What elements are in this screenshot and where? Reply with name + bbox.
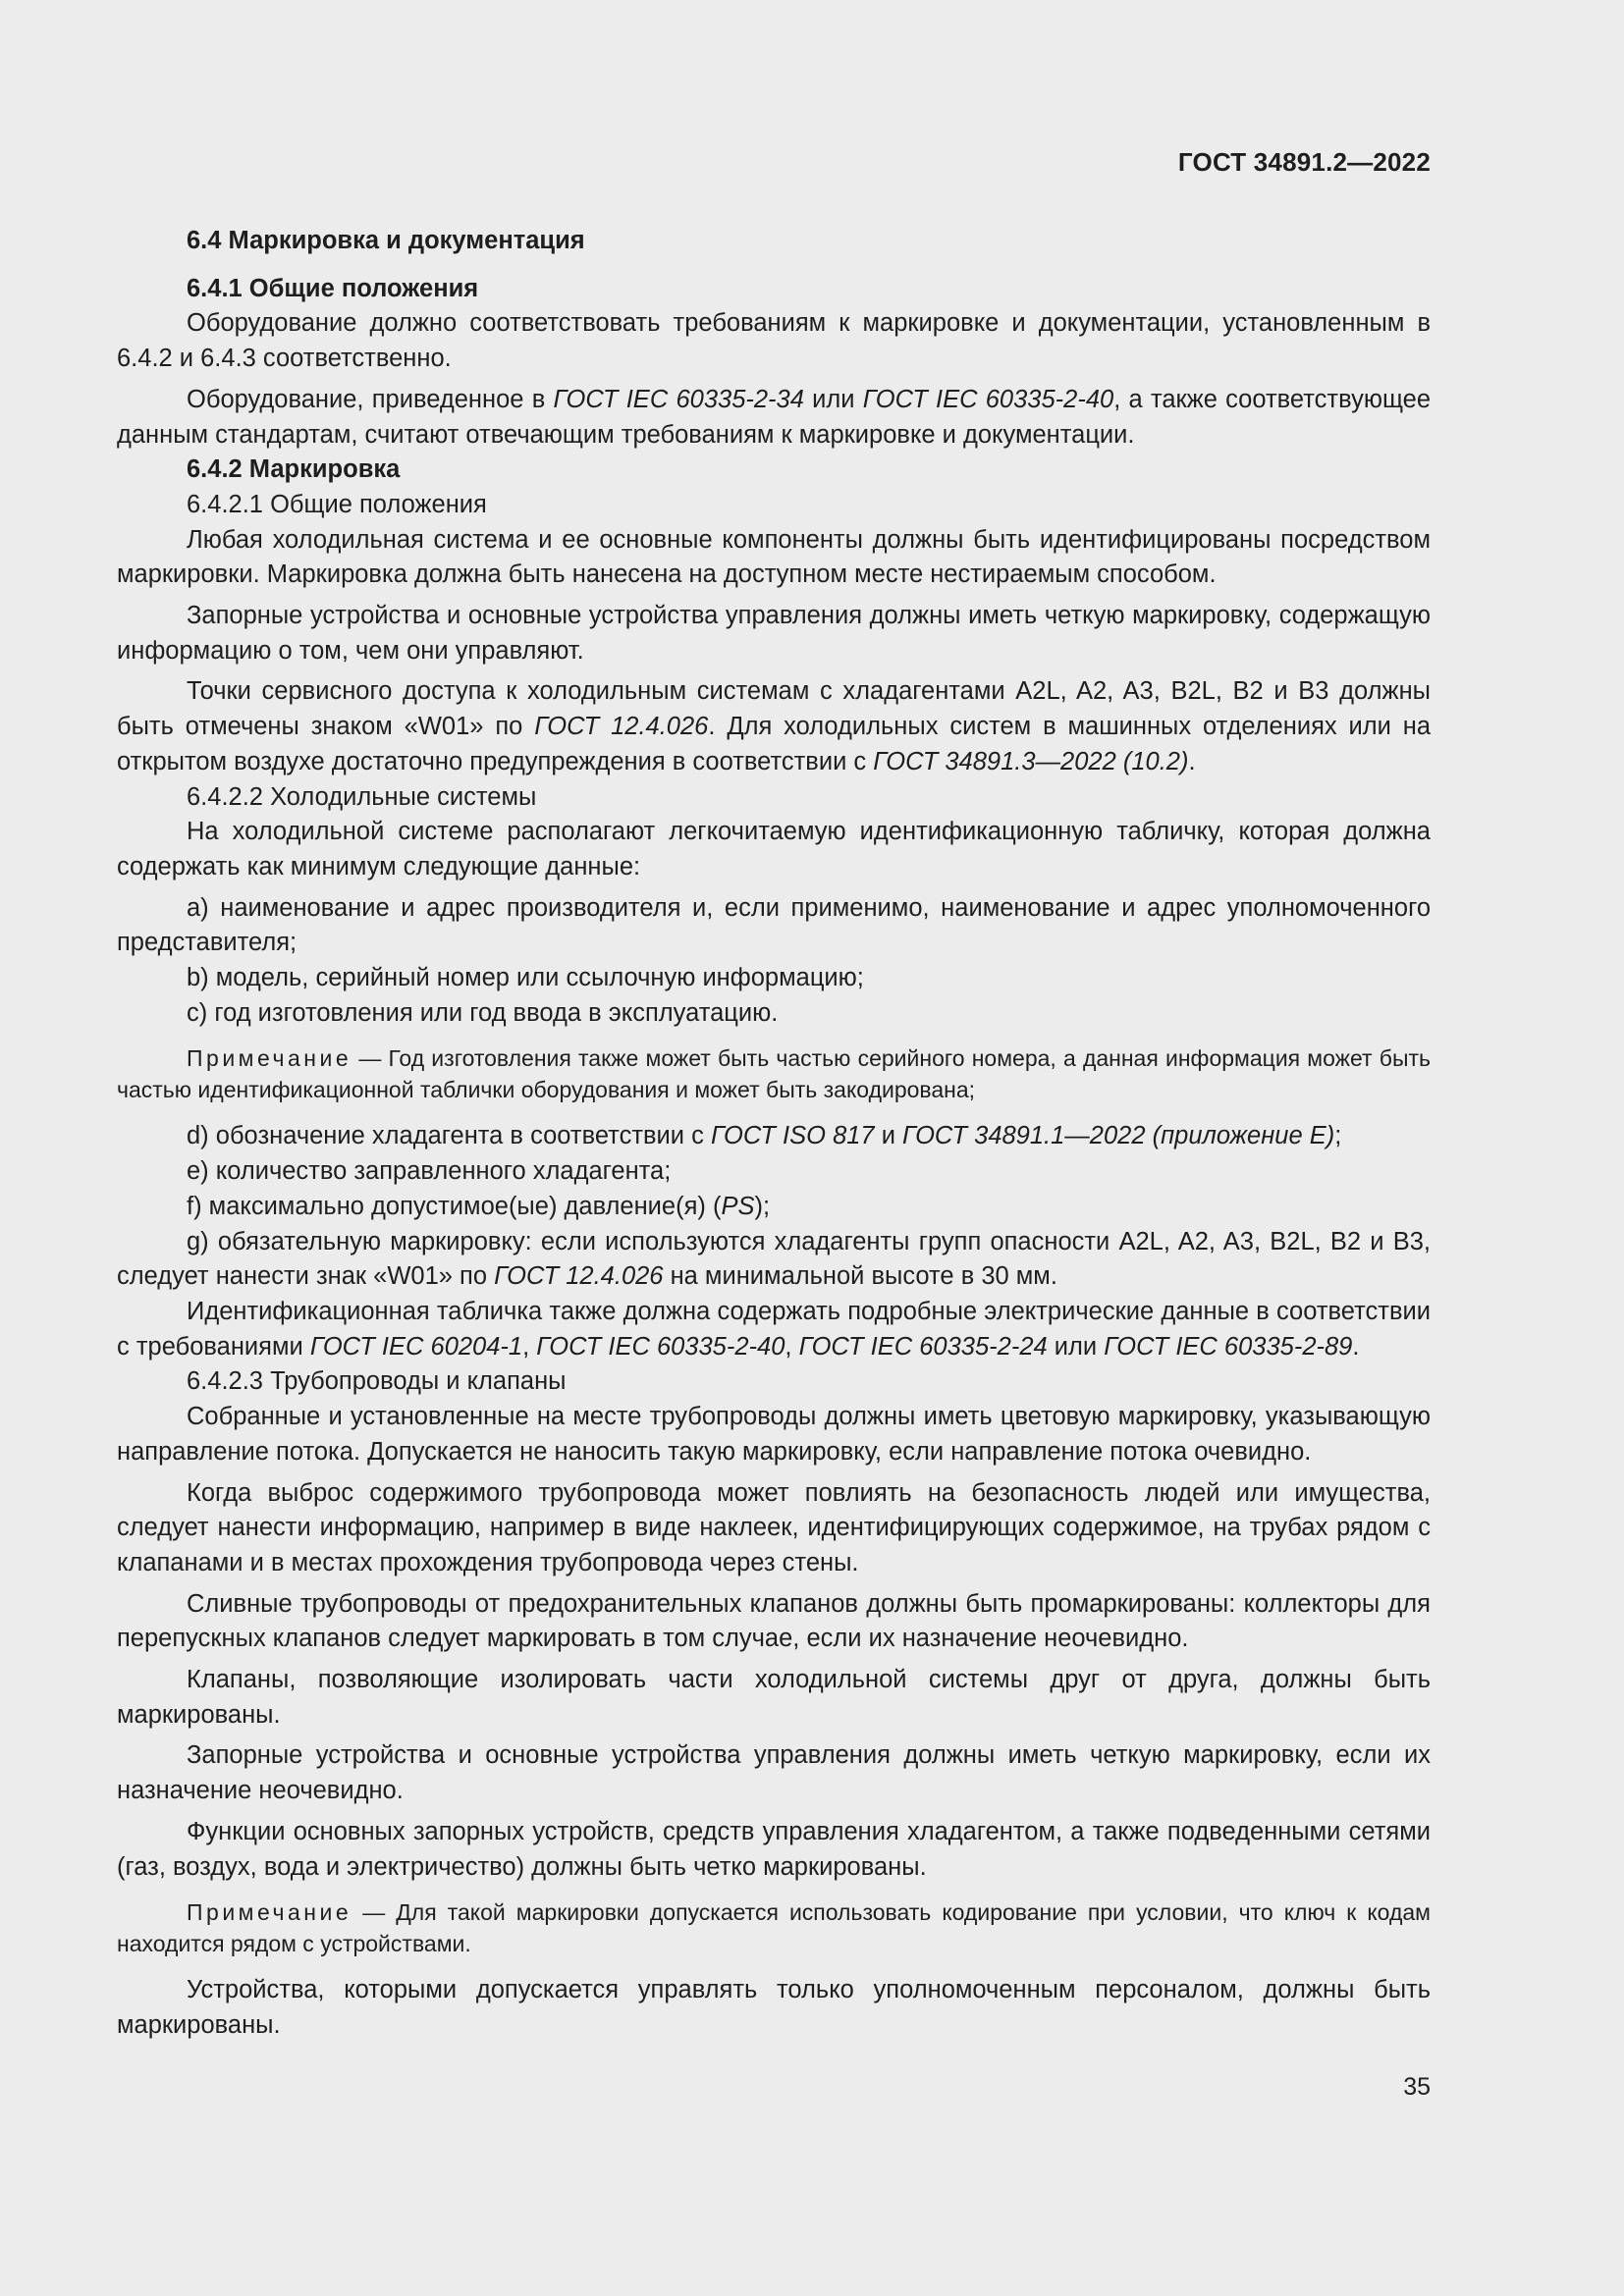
paragraph: Оборудование, приведенное в ГОСТ IEC 60335-2-34 или ГОСТ IEC 60335-2-40, а также соответствующее данным стандартам, считают отвечающим требованиям к маркировке и документации. [117, 385, 1432, 449]
list-item: e) количество заправленного хладагента; [187, 1157, 672, 1186]
paragraph: Когда выброс содержимого трубопровода может повлиять на безопасность людей или имущества, следует нанести информацию, например в виде наклеек, идентифицирующих содержимое, на трубах рядом с клапанами и в местах прохождения трубопровода через стены. [117, 1478, 1431, 1576]
standard-reference: ГОСТ 34891.1—2022 (приложение E) [902, 1122, 1335, 1150]
document-body [117, 224, 1431, 2044]
paragraph: Оборудование должно соответствовать требованиям к маркировке и документации, установленным в 6.4.2 и 6.4.3 соответственно. [117, 309, 1431, 373]
section-title: 6.4 Маркировка и документация [187, 227, 585, 254]
list-item: g) обязательную маркировку: если используются хладагенты групп опасности A2L, A2, A3, B2L, B2 и B3, следует нанести знак «W01» по ГОСТ 12.4.026 на минимальной высоте в 30 мм. [117, 1227, 1431, 1291]
paragraph: Идентификационная табличка также должна содержать подробные электрические данные в соответствии с требованиями ГОСТ IEC 60204-1, ГОСТ IEC 60335-2-40, ГОСТ IEC 60335-2-24 или ГОСТ IEC 60335-2-89. [117, 1297, 1431, 1361]
note: Примечание — Год изготовления также может быть частью серийного номера, а данная информация может быть частью идентификационной таблички оборудования и может быть закодирована; [117, 1045, 1431, 1103]
standard-reference: ГОСТ 34891.3—2022 (10.2) [873, 747, 1189, 775]
standard-reference: ГОСТ IEC 60335-2-89 [1104, 1332, 1353, 1361]
paragraph: Клапаны, позволяющие изолировать части холодильной системы друг от друга, должны быть маркированы. [117, 1666, 1431, 1729]
paragraph: Устройства, которыми допускается управлять только уполномоченным персоналом, должны быть маркированы. [117, 1976, 1431, 2039]
list-item: c) год изготовления или год ввода в эксплуатацию. [187, 998, 779, 1027]
document-header: ГОСТ 34891.2—2022 [1177, 147, 1431, 177]
standard-reference: ГОСТ 12.4.026 [534, 713, 709, 741]
subsection-title-general: 6.4.1 Общие положения [187, 274, 479, 302]
note: Примечание — Для такой маркировки допускается использовать кодирование при условии, что ключ к кодам находится рядом с устройствами. [117, 1899, 1431, 1957]
standard-reference: ГОСТ 12.4.026 [494, 1262, 664, 1291]
standard-reference: ГОСТ IEC 60335-2-24 [798, 1332, 1048, 1361]
paragraph: Точки сервисного доступа к холодильным системам с хладагентами A2L, A2, A3, B2L, B2 и B3 должны быть отмечены знаком «W01» по ГОСТ 12.4.026. Для холодильных систем в машинных отделениях или на открытом воздухе достаточно предупреждения в соответствии с ГОСТ 34891.3—2022 (10.2). [117, 677, 1432, 775]
paragraph: Запорные устройства и основные устройства управления должны иметь четкую маркировку, если их назначение неочевидно. [117, 1741, 1431, 1805]
paragraph: Собранные и установленные на месте трубопроводы должны иметь цветовую маркировку, указывающую направление потока. Допускается не наносить такую маркировку, если направление потока очевидно. [117, 1403, 1431, 1466]
paragraph: Сливные трубопроводы от предохранительных клапанов должны быть промаркированы: коллекторы для перепускных клапанов следует маркировать в том случае, если их назначение неочевидно. [117, 1589, 1431, 1653]
standard-reference: ГОСТ IEC 60335-2-34 [553, 385, 804, 413]
list-item: d) обозначение хладагента в соответствии с ГОСТ ISO 817 и ГОСТ 34891.1—2022 (приложение E); [187, 1122, 1342, 1150]
list-item: a) наименование и адрес производителя и, если применимо, наименование и адрес уполномоченного представителя; [117, 893, 1431, 957]
list-item: f) максимально допустимое(ые) давление(я) (PS); [187, 1192, 771, 1220]
paragraph: Функции основных запорных устройств, средств управления хладагентом, а также подведенными сетями (газ, воздух, вода и электричество) должны быть четко маркированы. [117, 1817, 1431, 1881]
list-item: b) модель, серийный номер или ссылочную информацию; [187, 964, 864, 992]
page-number: 35 [1403, 2073, 1431, 2101]
standard-reference: ГОСТ ISO 817 [710, 1122, 875, 1150]
subsection-title-marking: 6.4.2 Маркировка [187, 455, 401, 484]
clause-title: 6.4.2.1 Общие положения [187, 490, 487, 518]
paragraph: Запорные устройства и основные устройства управления должны иметь четкую маркировку, содержащую информацию о том, чем они управляют. [117, 602, 1431, 665]
paragraph: На холодильной системе располагают легкочитаемую идентификационную табличку, которая должна содержать как минимум следующие данные: [117, 818, 1431, 881]
clause-title: 6.4.2.3 Трубопроводы и клапаны [187, 1367, 567, 1396]
standard-reference: ГОСТ IEC 60335-2-40 [862, 385, 1114, 413]
standard-reference: ГОСТ IEC 60335-2-40 [536, 1332, 785, 1361]
note-label: Примечание [187, 1899, 352, 1926]
paragraph: Любая холодильная система и ее основные компоненты должны быть идентифицированы посредством маркировки. Маркировка должна быть нанесена на доступном месте нестираемым способом. [117, 525, 1431, 589]
standard-reference: ГОСТ IEC 60204-1 [309, 1332, 523, 1361]
clause-title: 6.4.2.2 Холодильные системы [187, 782, 537, 811]
note-label: Примечание [187, 1045, 352, 1072]
symbol-ps: PS [721, 1192, 755, 1220]
